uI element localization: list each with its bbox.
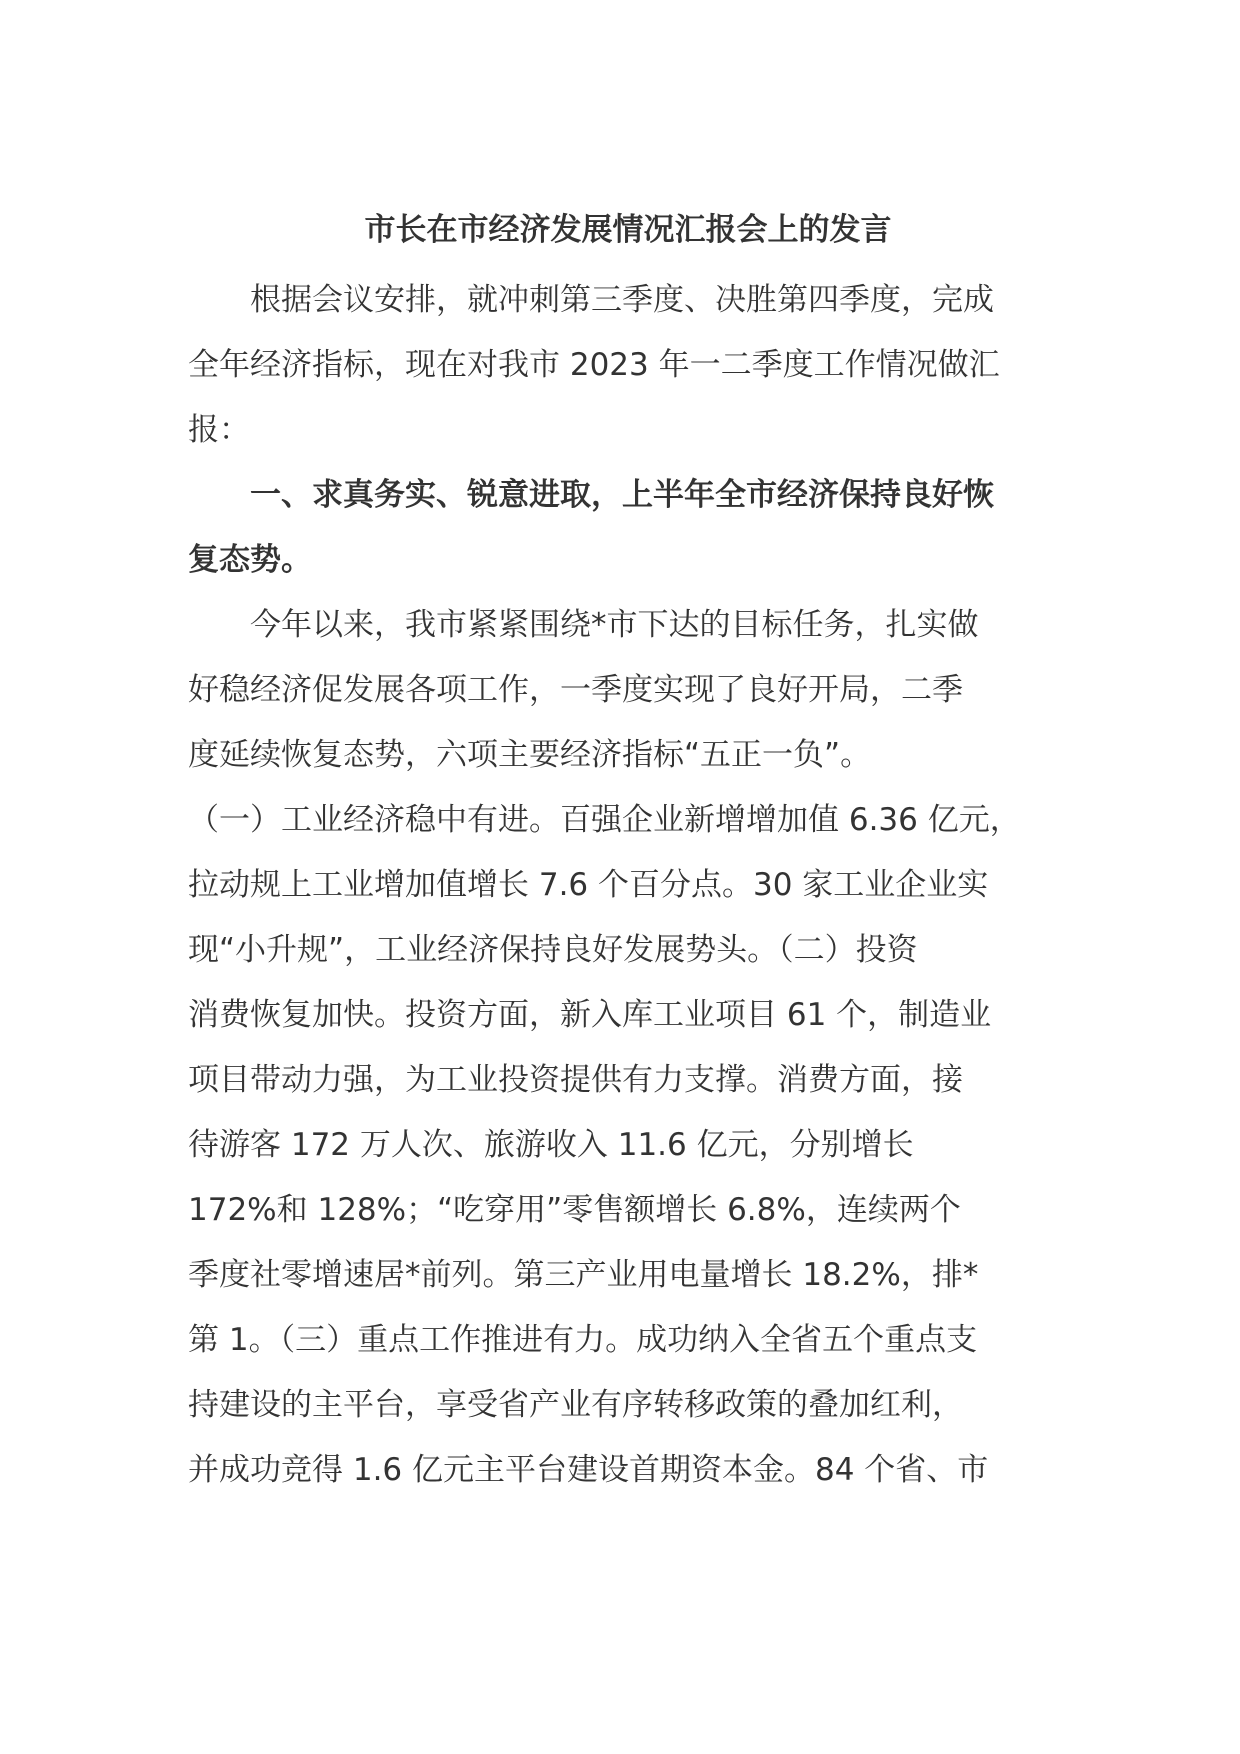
body-line: 172%和 128%；“吃穿用”零售额增长 6.8%，连续两个	[188, 1192, 961, 1228]
document-title: 市长在市经济发展情况汇报会上的发言	[364, 212, 892, 248]
body-line: 第 1。（三）重点工作推进有力。成功纳入全省五个重点支	[188, 1322, 978, 1358]
body-line: 现“小升规”，工业经济保持良好发展势头。（二）投资	[188, 932, 918, 968]
body-line: 今年以来，我市紧紧围绕*市下达的目标任务，扎实做	[250, 607, 979, 643]
body-line: 拉动规上工业增加值增长 7.6 个百分点。30 家工业企业实	[188, 867, 989, 903]
heading-line: 一、求真务实、锐意进取，上半年全市经济保持良好恢	[250, 477, 994, 513]
body-line: 持建设的主平台，享受省产业有序转移政策的叠加红利，	[188, 1387, 963, 1423]
intro-line: 报：	[188, 412, 250, 448]
body-line: 季度社零增速居*前列。第三产业用电量增长 18.2%，排*	[188, 1257, 979, 1293]
body-line: 度延续恢复态势，六项主要经济指标“五正一负”。	[188, 737, 872, 773]
body-line: 好稳经济促发展各项工作，一季度实现了良好开局，二季	[188, 672, 963, 708]
heading-line: 复态势。	[188, 542, 312, 578]
body-paragraph	[188, 593, 1068, 1503]
intro-line: 全年经济指标，现在对我市 2023 年一二季度工作情况做汇	[188, 347, 1000, 383]
intro-paragraph	[188, 268, 1068, 463]
intro-line: 根据会议安排，就冲刺第三季度、决胜第四季度，完成	[250, 282, 994, 318]
body-line: 项目带动力强，为工业投资提供有力支撑。消费方面，接	[188, 1062, 963, 1098]
document-page	[188, 208, 1068, 1503]
section-heading-1	[188, 463, 1068, 593]
body-line: 消费恢复加快。投资方面，新入库工业项目 61 个，制造业	[188, 997, 992, 1033]
body-line: （一）工业经济稳中有进。百强企业新增增加值 6.36 亿元，	[188, 802, 1021, 838]
body-line: 待游客 172 万人次、旅游收入 11.6 亿元，分别增长	[188, 1127, 914, 1163]
body-line: 并成功竞得 1.6 亿元主平台建设首期资本金。84 个省、市	[188, 1452, 989, 1488]
